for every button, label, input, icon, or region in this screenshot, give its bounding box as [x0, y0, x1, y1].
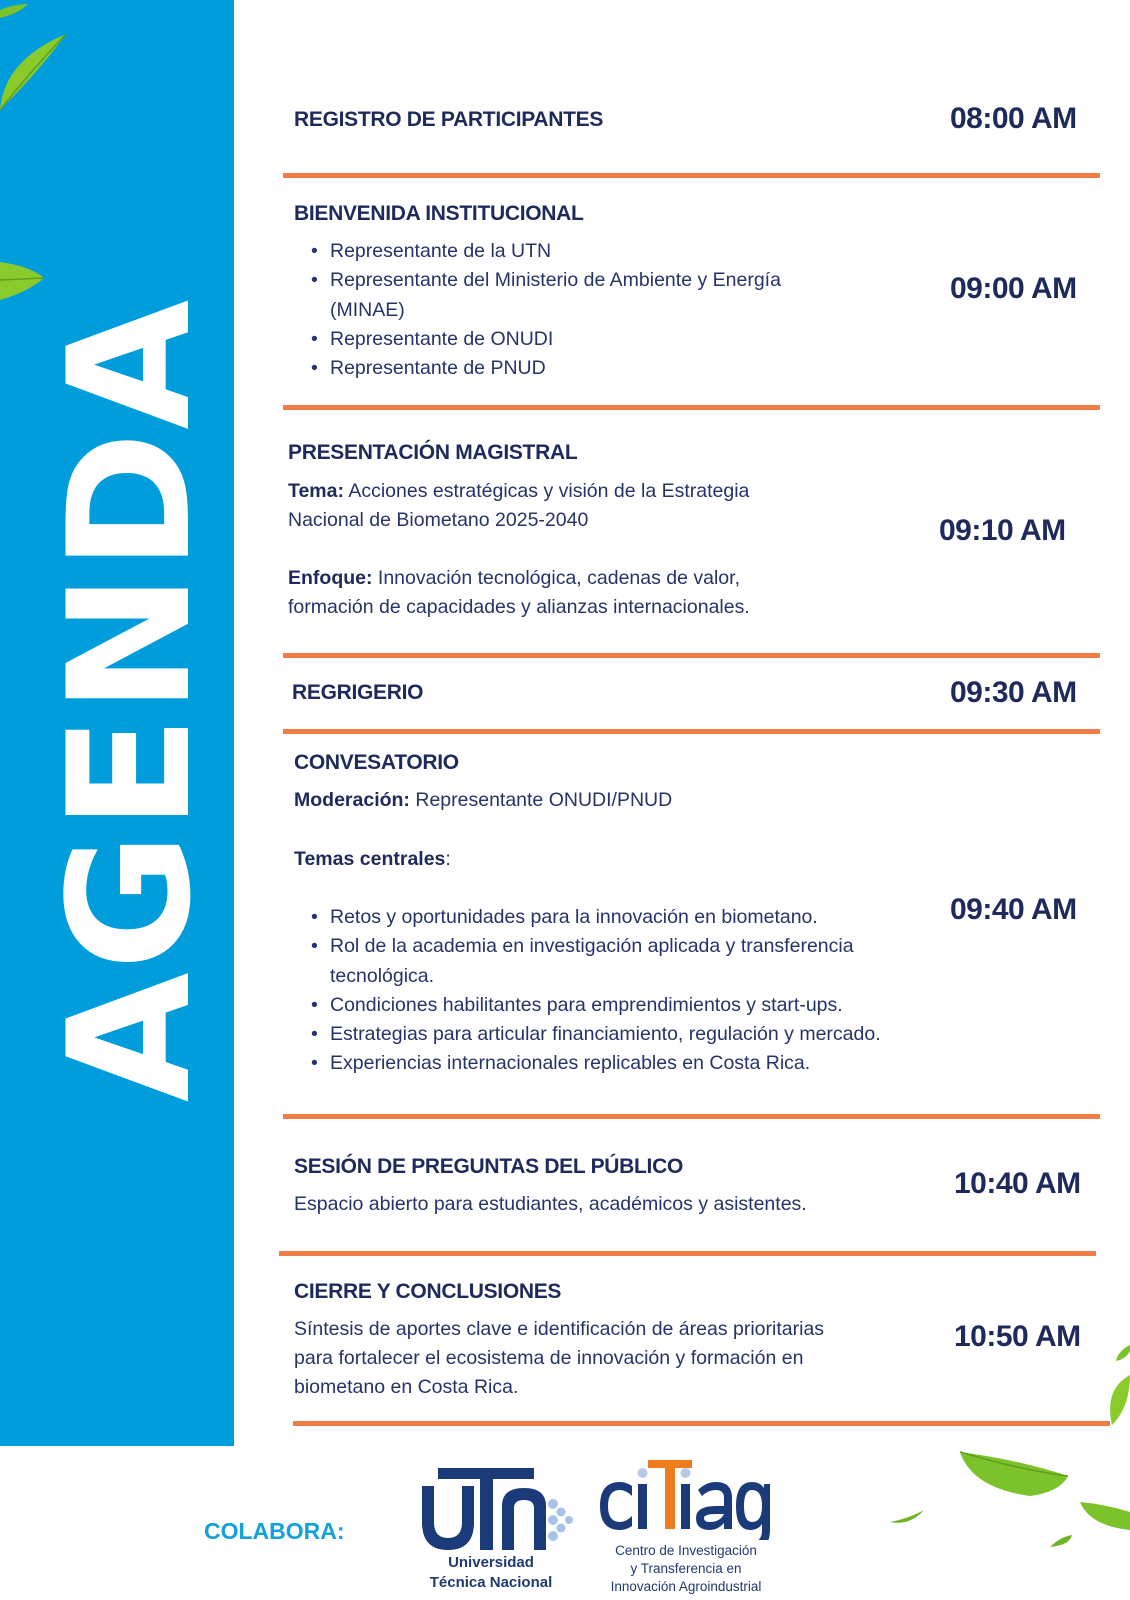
citiag-logo-mark-icon: [598, 1460, 774, 1540]
section-divider: [293, 1421, 1110, 1426]
agenda-item-bullets: [294, 903, 964, 1079]
agenda-item-title: CIERRE Y CONCLUSIONES: [294, 1280, 562, 1303]
agenda-item-time: 10:40 AM: [954, 1167, 1081, 1200]
colabora-label: COLABORA:: [204, 1518, 345, 1544]
citiag-caption-line3: Innovación Agroindustrial: [610, 1579, 762, 1594]
leaf-decoration-icon: [1080, 1502, 1130, 1538]
agenda-item-title: REGISTRO DE PARTICIPANTES: [294, 108, 604, 131]
bullet-item: • Representante del Ministerio de Ambiente y Energía (MINAE): [294, 266, 854, 325]
bullet-item: • Rol de la academia en investigación aplicada y transferencia tecnológica.: [294, 932, 894, 991]
bullet-item: • Condiciones habilitantes para emprendimientos y start-ups.: [294, 991, 964, 1020]
agenda-item-time: 09:40 AM: [950, 893, 1077, 926]
agenda-item-time: 08:00 AM: [950, 102, 1077, 135]
moderacion-paragraph: [294, 786, 894, 815]
temas-label: Temas centrales: [294, 848, 446, 870]
agenda-item-title: SESIÓN DE PREGUNTAS DEL PÚBLICO: [294, 1155, 683, 1178]
agenda-item-description: Síntesis de aportes clave e identificación de áreas prioritarias para fortalecer el ecosistema de innovación y formación en biometano en Costa Rica.: [294, 1318, 825, 1398]
utn-caption-line2: Técnica Nacional: [429, 1574, 553, 1591]
utn-logo-mark-icon: [420, 1462, 590, 1562]
section-divider: [283, 729, 1100, 734]
bullet-item: • Retos y oportunidades para la innovación en biometano.: [294, 903, 964, 932]
leaf-decoration-icon: [890, 1508, 930, 1530]
citiag-caption-line1: Centro de Investigación: [615, 1543, 757, 1558]
leaf-decoration-icon: [0, 0, 70, 130]
agenda-item-description: Espacio abierto para estudiantes, académicos y asistentes.: [294, 1193, 807, 1215]
leaf-decoration-icon: [1050, 1535, 1074, 1547]
bullet-item: • Experiencias internacionales replicables en Costa Rica.: [294, 1049, 964, 1078]
agenda-item-time: 10:50 AM: [954, 1320, 1081, 1353]
tema-text: Acciones estratégicas y visión de la Estrategia Nacional de Biometano 2025-2040: [288, 480, 750, 531]
utn-caption-line1: Universidad: [448, 1554, 534, 1571]
agenda-item-title: PRESENTACIÓN MAGISTRAL: [288, 441, 578, 464]
section-divider: [279, 1251, 1096, 1256]
moderacion-label: Moderación:: [294, 789, 410, 811]
temas-heading: [294, 845, 451, 874]
section-divider: [283, 173, 1100, 178]
bullet-item: • Representante de la UTN: [294, 237, 854, 266]
bullet-item: • Representante de PNUD: [294, 354, 854, 383]
bullet-item: • Estrategias para articular financiamiento, regulación y mercado.: [294, 1020, 964, 1049]
bullet-item: • Representante de ONUDI: [294, 325, 854, 354]
enfoque-text: Innovación tecnológica, cadenas de valor, formación de capacidades y alianzas internacionales.: [288, 567, 750, 618]
agenda-item-title: CONVESATORIO: [294, 751, 459, 774]
moderacion-text: Representante ONUDI/PNUD: [415, 789, 673, 811]
agenda-item-bullets: [294, 237, 854, 383]
enfoque-paragraph: [288, 564, 828, 622]
agenda-item-title: REGRIGERIO: [292, 681, 424, 704]
agenda-item-time: 09:10 AM: [939, 514, 1066, 547]
citiag-caption-line2: y Transferencia en: [630, 1561, 742, 1576]
tema-paragraph: [288, 477, 828, 535]
section-divider: [283, 405, 1100, 410]
agenda-heading: AGENDA: [32, 297, 228, 1103]
enfoque-label: Enfoque:: [288, 567, 373, 589]
leaf-decoration-icon: [960, 1450, 1070, 1510]
agenda-sidebar: [0, 0, 234, 1446]
tema-label: Tema:: [288, 480, 344, 502]
section-divider: [283, 1114, 1100, 1119]
agenda-item-time: 09:00 AM: [950, 272, 1077, 305]
section-divider: [283, 653, 1100, 658]
temas-colon: :: [445, 848, 451, 870]
leaf-decoration-icon: [1090, 1345, 1130, 1425]
agenda-item-title: BIENVENIDA INSTITUCIONAL: [294, 202, 584, 225]
agenda-item-time: 09:30 AM: [950, 676, 1077, 709]
